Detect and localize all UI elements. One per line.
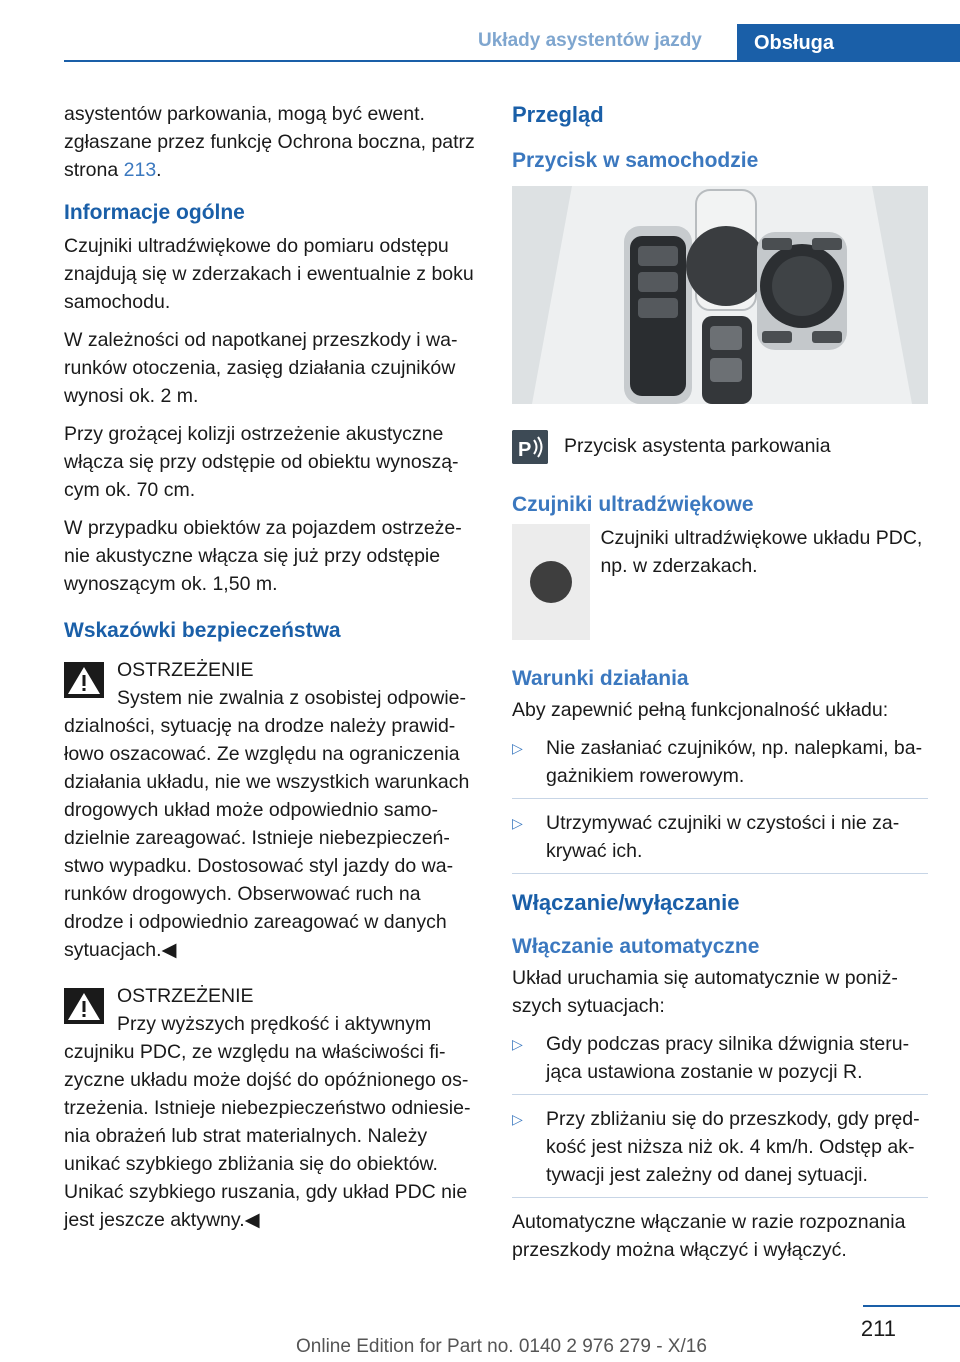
auto-outro: Automatyczne włączanie w razie rozpoznania przeszkody można włączyć i wyłączyć. — [512, 1211, 906, 1261]
warning-block-1 — [64, 656, 478, 964]
header-chapter-tab: Obsługa — [737, 24, 960, 62]
auto-list — [512, 1030, 928, 1198]
header-section-title: Układy asystentów jazdy — [478, 30, 702, 51]
general-paragraph-1: Czujniki ultradźwiękowe do pomiaru odstępu znajdują się w zderzakach i ewentualnie z boku samochodu. — [64, 235, 474, 313]
sensor-dot — [530, 561, 572, 603]
left-column — [64, 100, 478, 1244]
center-console-photo — [512, 186, 928, 404]
bullet-arrow-icon: ▷ — [512, 1036, 523, 1052]
conditions-intro: Aby zapewnić pełną funkcjonalność układu: — [512, 699, 889, 721]
warning-title: OSTRZEŻENIE — [117, 985, 254, 1007]
warning-text: dzialności, sytuację na drodze należy prawid-łowo oszacować. Ze względu na ograniczenia działania układu, nie we wszystkich warunkach drogowych układ może odpowiednio samo-dzielnie zareagować. Istnieje niebezpieczeń-stwo wypadku. Dostosować styl jazdy do wa-runków drogowych. Obserwować ruch na drodze i odpowiednio zareagować w danych sytuacjach.◀ — [64, 715, 470, 961]
warning-text-first-line: System nie zwalnia z osobistej odpowie- — [117, 687, 467, 709]
onoff-heading: Włączanie/wyłączanie — [512, 890, 740, 915]
sensors-text: Czujniki ultradźwiękowe układu PDC, np. w zderzakach. — [600, 527, 923, 577]
sensors-heading: Czujniki ultradźwiękowe — [512, 493, 754, 516]
svg-text:P: P — [518, 439, 532, 461]
list-item: ▷ Przy zbliżaniu się do przeszkody, gdy pręd-kość jest niższa niż ok. 4 km/h. Odstęp ak-tywacji jest zależny od danej sytuacji. — [512, 1105, 928, 1198]
bullet-arrow-icon: ▷ — [512, 1111, 523, 1127]
conditions-heading: Warunki działania — [512, 667, 689, 690]
warning-triangle-icon — [64, 662, 104, 698]
sensor-image — [512, 524, 590, 640]
overview-heading: Przegląd — [512, 102, 604, 127]
warning-text-first-line: Przy wyższych prędkość i aktywnym — [117, 1013, 432, 1035]
bullet-arrow-icon: ▷ — [512, 815, 523, 831]
general-paragraph-3: Przy grożącej kolizji ostrzeżenie akustyczne włącza się przy odstępie od obiektu wynoszą-cym ok. 70 cm. — [64, 423, 459, 501]
warning-text: czujniku PDC, ze względu na właściwości fi-zyczne układu może dojść do opóźnionego os-trzeżenia. Istnieje niebezpieczeństwo odniesie-nia obrażeń lub strat materialnych. Należy unikać szybkiego zbliżania się do obiektów. Unikać szybkiego ruszania, gdy układ PDC nie jest jeszcze aktywny.◀ — [64, 1041, 471, 1231]
sensor-row — [512, 524, 928, 640]
safety-heading: Wskazówki bezpieczeństwa — [64, 619, 341, 642]
button-caption-row — [512, 430, 928, 464]
warning-block-2 — [64, 982, 478, 1234]
list-item: ▷ Nie zasłaniać czujników, np. nalepkami, ba-gażnikiem rowerowym. — [512, 734, 928, 799]
button-heading: Przycisk w samochodzie — [512, 149, 759, 172]
button-caption: Przycisk asystenta parkowania — [564, 435, 831, 457]
general-paragraph-4: W przypadku obiektów za pojazdem ostrzeże-nie akustyczne włącza się już przy odstępie wynoszącym ok. 1,50 m. — [64, 517, 462, 595]
list-item: ▷ Gdy podczas pracy silnika dźwignia steru-jąca ustawiona zostanie w pozycji R. — [512, 1030, 928, 1095]
conditions-list — [512, 734, 928, 874]
page-number: 211 — [860, 1316, 896, 1341]
page-link[interactable]: 213 — [123, 159, 157, 181]
auto-intro: Układ uruchamia się automatycznie w poniż-szych sytuacjach: — [512, 967, 898, 1017]
footer-edition: Online Edition for Part no. 0140 2 976 279 - X/16 — [296, 1336, 707, 1357]
warning-triangle-icon — [64, 988, 104, 1024]
warning-title: OSTRZEŻENIE — [117, 659, 254, 681]
auto-heading: Włączanie automatyczne — [512, 935, 760, 958]
bullet-arrow-icon: ▷ — [512, 740, 523, 756]
right-column — [512, 100, 928, 1274]
footer-rule — [863, 1305, 960, 1307]
list-item: ▷ Utrzymywać czujniki w czystości i nie za-krywać ich. — [512, 809, 928, 874]
intro-paragraph: asystentów parkowania, mogą być ewent. zgłaszane przez funkcję Ochrona boczna, patrz strona 213. — [64, 103, 475, 181]
general-paragraph-2: W zależności od napotkanej przeszkody i wa-runków otoczenia, zasięg działania czujników wynosi ok. 2 m. — [64, 329, 458, 407]
park-assist-icon — [512, 430, 548, 464]
general-heading: Informacje ogólne — [64, 201, 245, 224]
